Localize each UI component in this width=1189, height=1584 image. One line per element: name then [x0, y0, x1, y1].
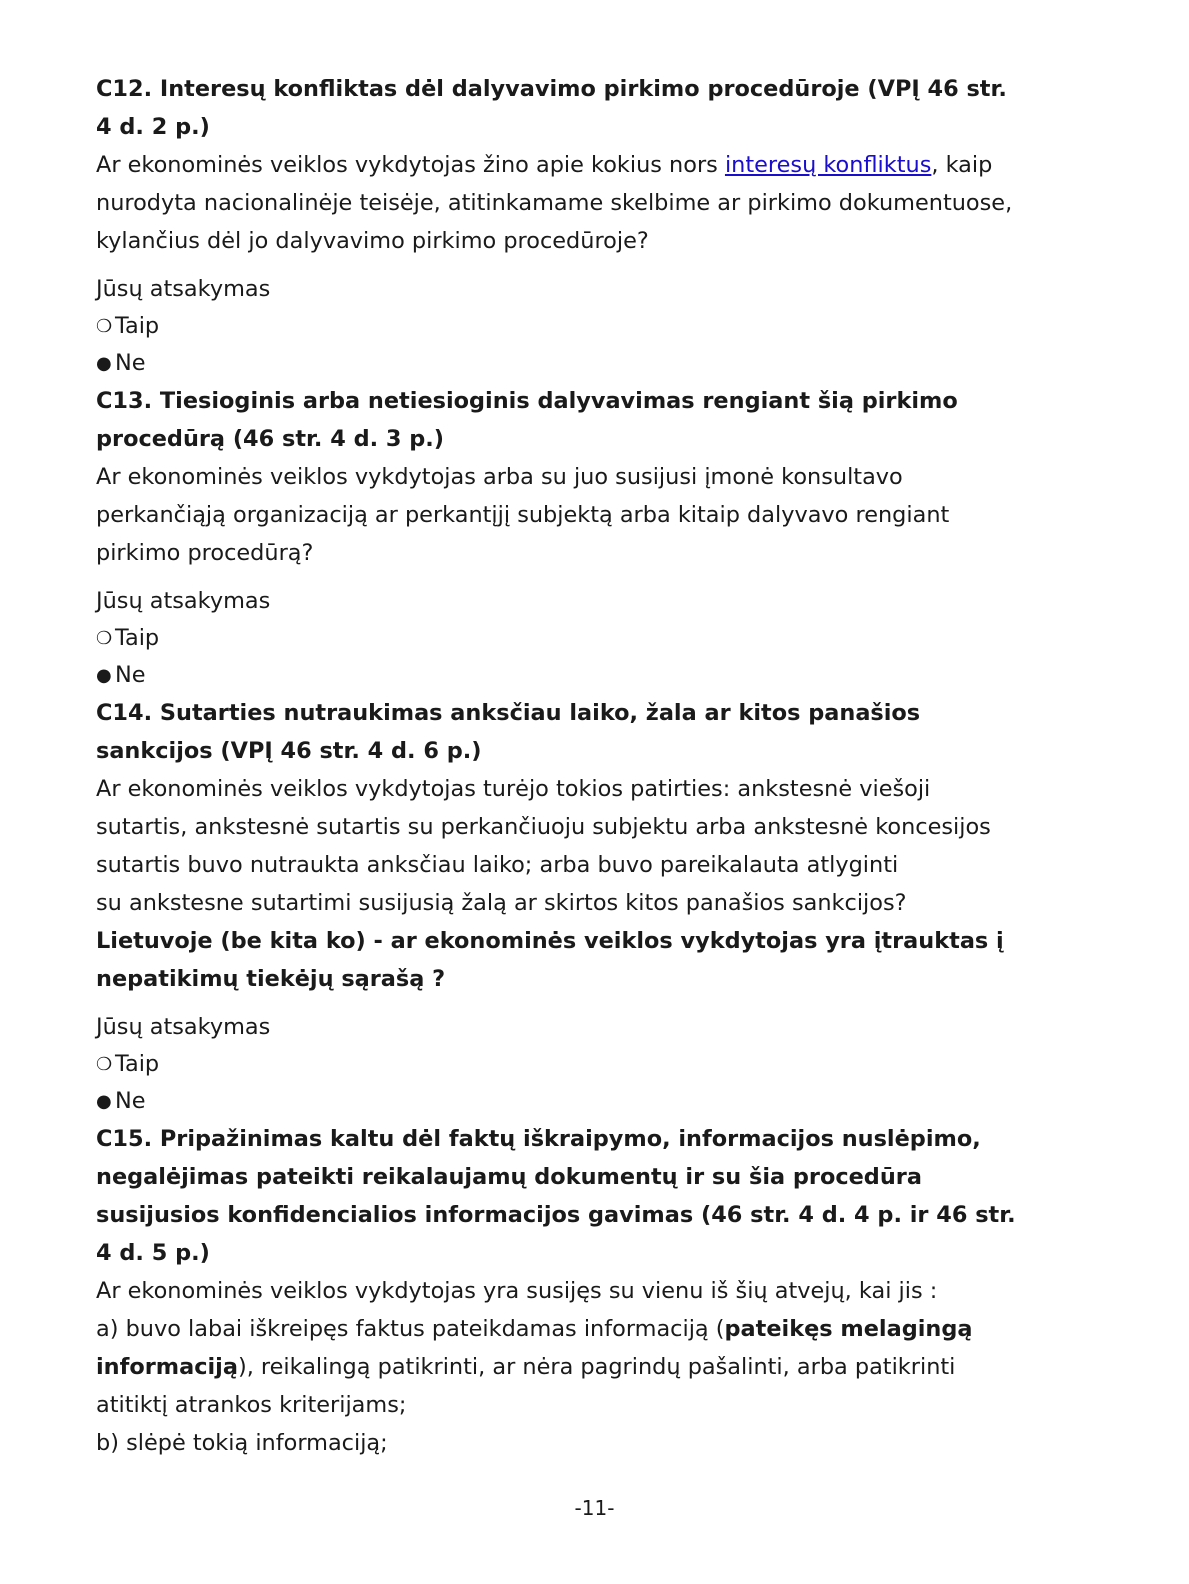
radio-option-yes[interactable]: [96, 1046, 1086, 1083]
radio-option-no[interactable]: [96, 345, 1086, 382]
radio-empty-icon[interactable]: ❍: [96, 315, 113, 337]
radio-empty-icon[interactable]: ❍: [96, 1053, 113, 1075]
question-text: Ar ekonominės veiklos vykdytojas turėjo tokios patirties: ankstesnė viešoji sutartis, ankstesnė sutartis su perkančiuoju subjektu arba ankstesnė koncesijos sutartis buvo nutraukta anksčiau laiko; arba buvo pareikalauta atlyginti su ankstesne sutartimi susijusią žalą ar skirtos kitos panašios sankcijos?: [96, 776, 991, 916]
answer-label: Jūsų atsakymas: [96, 276, 271, 302]
question-text: Ar ekonominės veiklos vykdytojas žino apie kokius nors interesų konfliktus, kaip nurodyta nacionalinėje teisėje, atitinkamame skelbime ar pirkimo dokumentuose, kylančius dėl jo dalyvavimo pirkimo procedūroje?: [96, 152, 1013, 254]
radio-option-yes[interactable]: [96, 620, 1086, 657]
section-heading: C14. Sutarties nutraukimas anksčiau laiko, žala ar kitos panašios sankcijos (VPĮ 46 str. 4 d. 6 p.): [96, 700, 921, 764]
national-question-text: Lietuvoje (be kita ko) - ar ekonominės veiklos vykdytojas yra įtrauktas į nepatikimų tiekėjų sąrašą ?: [96, 928, 1004, 992]
section-heading: C12. Interesų konfliktas dėl dalyvavimo pirkimo procedūroje (VPĮ 46 str. 4 d. 2 p.): [96, 76, 1007, 140]
section-c13: [96, 382, 1086, 694]
radio-filled-icon[interactable]: ●: [96, 1090, 112, 1112]
option-label: Taip: [115, 1051, 160, 1077]
answer-label: Jūsų atsakymas: [96, 1014, 271, 1040]
section-heading: C15. Pripažinimas kaltu dėl faktų iškraipymo, informacijos nuslėpimo, negalėjimas pateikti reikalaujamų dokumentų ir su šia procedūra susijusios konfidencialios informacijos gavimas (46 str. 4 d. 4 p. ir 46 str. 4 d. 5 p.): [96, 1126, 1016, 1266]
radio-option-no[interactable]: [96, 657, 1086, 694]
section-c14: [96, 694, 1086, 1120]
page-number: -11-: [574, 1496, 615, 1520]
option-label: Ne: [115, 1088, 146, 1114]
radio-option-no[interactable]: [96, 1083, 1086, 1120]
radio-option-yes[interactable]: [96, 308, 1086, 345]
option-label: Taip: [115, 313, 160, 339]
question-text: Ar ekonominės veiklos vykdytojas yra susijęs su vienu iš šių atvejų, kai jis : a) buvo labai iškreipęs faktus pateikdamas informaciją (pateikęs melagingą informaciją), reikalingą patikrinti, ar nėra pagrindų pašalinti, arba patikrinti atitiktį atrankos kriterijams; b) slėpė tokią informaciją;: [96, 1278, 973, 1456]
option-label: Taip: [115, 625, 160, 651]
option-label: Ne: [115, 662, 146, 688]
question-text: Ar ekonominės veiklos vykdytojas arba su juo susijusi įmonė konsultavo perkančiąją organizaciją ar perkantįjį subjektą arba kitaip dalyvavo rengiant pirkimo procedūrą?: [96, 464, 950, 566]
section-c12: [96, 70, 1086, 382]
radio-empty-icon[interactable]: ❍: [96, 627, 113, 649]
option-label: Ne: [115, 350, 146, 376]
section-heading: C13. Tiesioginis arba netiesioginis dalyvavimas rengiant šią pirkimo procedūrą (46 str. 4 d. 3 p.): [96, 388, 958, 452]
conflict-of-interest-link[interactable]: interesų konfliktus: [724, 152, 932, 178]
document-page: [96, 70, 1086, 1462]
section-c15: [96, 1120, 1086, 1462]
radio-filled-icon[interactable]: ●: [96, 352, 112, 374]
radio-filled-icon[interactable]: ●: [96, 664, 112, 686]
answer-label: Jūsų atsakymas: [96, 588, 271, 614]
